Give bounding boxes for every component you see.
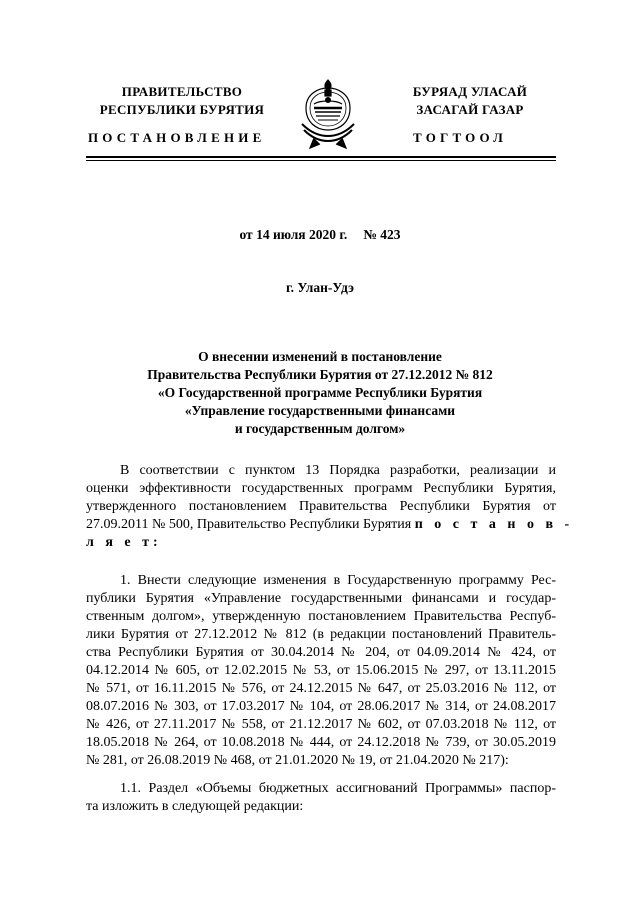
resolves-emphasis-end: л я е т: bbox=[86, 535, 162, 550]
title-line: «О Государственной программе Республики Бурятия bbox=[157, 385, 483, 400]
body-line: 1.1. Раздел «Объемы бюджетных ассигнований Программы» паспор- bbox=[120, 781, 556, 796]
government-name-russian bbox=[82, 83, 282, 119]
government-name-buryat bbox=[385, 83, 555, 119]
document-date: от 14 июля 2020 г. bbox=[239, 227, 348, 242]
body-line: 04.12.2014 № 605, от 12.02.2015 № 53, от 15.06.2015 № 297, от 13.11.2015 bbox=[86, 663, 556, 678]
title-line: О внесении изменений в постановление bbox=[198, 349, 442, 364]
document-city: г. Улан-Удэ bbox=[286, 280, 354, 295]
body-line: оценки эффективности государственных программ Республики Бурятия, bbox=[86, 481, 556, 496]
date-and-number bbox=[0, 227, 640, 243]
body-line: публики Бурятия «Управление государственными финансами и государ- bbox=[86, 591, 556, 606]
body-line: № 571, от 16.11.2015 № 576, от 24.12.2015 № 647, от 25.03.2016 № 112, от bbox=[86, 681, 556, 696]
body-line: № 426, от 27.11.2017 № 558, от 21.12.2017 № 602, от 07.03.2018 № 112, от bbox=[86, 717, 556, 732]
act-type-russian: ПОСТАНОВЛЕНИЕ bbox=[88, 130, 266, 145]
coat-of-arms-icon bbox=[300, 78, 356, 150]
body-line: ства Республики Бурятия от 30.04.2014 № 204, от 04.09.2014 № 424, от bbox=[86, 645, 556, 660]
body-line: 18.05.2018 № 264, от 10.08.2018 № 444, от 24.12.2018 № 739, от 30.05.2019 bbox=[86, 735, 556, 750]
header-divider-thick bbox=[86, 156, 556, 158]
document-number: № 423 bbox=[363, 227, 401, 242]
title-line: «Управление государственными финансами bbox=[184, 403, 456, 418]
body-line: 08.07.2016 № 303, от 17.03.2017 № 104, от 28.06.2017 № 314, от 24.08.2017 bbox=[86, 699, 556, 714]
header-left-line: ПРАВИТЕЛЬСТВО bbox=[121, 84, 243, 99]
clause-1-1-paragraph bbox=[86, 780, 556, 816]
body-line: 1. Внести следующие изменения в Государственную программу Рес- bbox=[120, 573, 556, 588]
body-line: ственным долгом», утвержденную постановлением Правительства Респуб- bbox=[86, 609, 556, 624]
body-line: В соответствии с пунктом 13 Порядка разработки, реализации и bbox=[120, 463, 556, 478]
body-line bbox=[86, 516, 574, 534]
document-title bbox=[120, 348, 520, 438]
body-text: 27.09.2011 № 500, Правительство Республики Бурятия bbox=[86, 517, 412, 532]
title-line: и государственным долгом» bbox=[234, 421, 406, 436]
title-line: Правительства Республики Бурятия от 27.12.2012 № 812 bbox=[147, 367, 493, 382]
header-divider-thin bbox=[86, 160, 556, 161]
body-line: № 281, от 26.08.2019 № 468, от 21.01.2020 № 19, от 21.04.2020 № 217): bbox=[86, 753, 509, 768]
preamble-paragraph bbox=[86, 462, 574, 552]
body-line: утвержденного постановлением Правительства Республики Бурятия от bbox=[86, 499, 556, 514]
header-right-line: ЗАСАГАЙ ГАЗАР bbox=[416, 102, 524, 117]
header-right-line: БУРЯАД УЛАСАЙ bbox=[412, 84, 528, 99]
act-type-buryat: ТОГТООЛ bbox=[413, 130, 508, 145]
body-line: лики Бурятия от 27.12.2012 № 812 (в редакции постановлений Правитель- bbox=[86, 627, 556, 642]
resolves-emphasis: п о с т а н о в - bbox=[414, 517, 574, 532]
header-left-line: РЕСПУБЛИКИ БУРЯТИЯ bbox=[99, 102, 265, 117]
clause-1-paragraph bbox=[86, 572, 556, 770]
body-line: та изложить в следующей редакции: bbox=[86, 799, 304, 814]
